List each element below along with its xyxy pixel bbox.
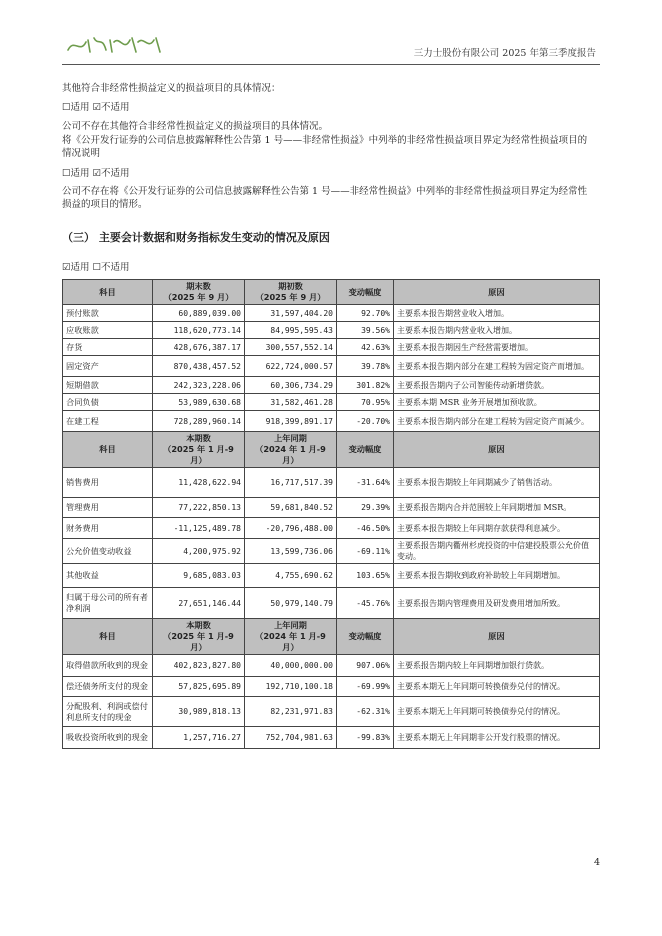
paragraph-no-other-items: 公司不存在其他符合非经常性损益定义的损益项目的具体情况。 [62, 121, 329, 132]
reason-cell: 主要系本期无上年同期可转换债券兑付的情况。 [394, 677, 600, 697]
table3-header-cell: 科目 [63, 619, 153, 655]
prior-value-cell: 622,724,000.57 [245, 356, 337, 377]
table-row [63, 377, 600, 394]
current-value-cell: 57,825,695.89 [153, 677, 245, 697]
applicable-checkbox-2: ☐适用 ☑不适用 [62, 168, 130, 179]
table3-header-row [63, 619, 600, 655]
prior-value-cell: 4,755,690.62 [245, 564, 337, 588]
reason-cell: 主要系本报告期较上年同期减少了销售活动。 [394, 468, 600, 498]
current-value-cell: 402,823,827.80 [153, 655, 245, 677]
current-value-cell: 870,438,457.52 [153, 356, 245, 377]
subject-cell: 应收账款 [63, 322, 153, 339]
current-value-cell: 77,222,850.13 [153, 498, 245, 518]
subject-cell: 管理费用 [63, 498, 153, 518]
subject-cell: 短期借款 [63, 377, 153, 394]
table-row [63, 539, 600, 564]
prior-value-cell: 82,231,971.83 [245, 697, 337, 727]
subject-cell: 财务费用 [63, 518, 153, 539]
prior-value-cell: 60,306,734.29 [245, 377, 337, 394]
reason-cell: 主要系报告期内衢州杉虎投资的中信建投股票公允价值变动。 [394, 539, 600, 564]
reason-cell: 主要系本报告期营业收入增加。 [394, 305, 600, 322]
change-rate-cell: 42.63% [337, 339, 394, 356]
table3-header-cell: 本期数 （2025 年 1 月-9 月） [153, 619, 245, 655]
subject-cell: 预付账款 [63, 305, 153, 322]
table-row [63, 677, 600, 697]
table2-header-cell: 本期数 （2025 年 1 月-9 月） [153, 432, 245, 468]
current-value-cell: 27,651,146.44 [153, 588, 245, 619]
prior-value-cell: 40,000,000.00 [245, 655, 337, 677]
table2-header-cell: 上年同期 （2024 年 1 月-9 月） [245, 432, 337, 468]
page-number: 4 [593, 857, 600, 868]
subject-cell: 存货 [63, 339, 153, 356]
subject-cell: 归属于母公司的所有者净利润 [63, 588, 153, 619]
table2-header-cell: 原因 [394, 432, 600, 468]
paragraph-other-items: 其他符合非经常性损益定义的损益项目的具体情况： [62, 83, 281, 94]
table1-header-cell: 科目 [63, 280, 153, 305]
prior-value-cell: 918,399,891.17 [245, 411, 337, 432]
company-logo [66, 32, 166, 58]
subject-cell: 销售费用 [63, 468, 153, 498]
change-rate-cell: -45.76% [337, 588, 394, 619]
current-value-cell: -11,125,489.78 [153, 518, 245, 539]
subject-cell: 吸收投资所收到的现金 [63, 727, 153, 749]
current-value-cell: 30,989,818.13 [153, 697, 245, 727]
prior-value-cell: 59,681,840.52 [245, 498, 337, 518]
table1-header-cell: 变动幅度 [337, 280, 394, 305]
table1-header-row [63, 280, 600, 305]
current-value-cell: 728,289,960.14 [153, 411, 245, 432]
change-rate-cell: 70.95% [337, 394, 394, 411]
change-rate-cell: -31.64% [337, 468, 394, 498]
subject-cell: 公允价值变动收益 [63, 539, 153, 564]
prior-value-cell: 300,557,552.14 [245, 339, 337, 356]
reason-cell: 主要系报告期内较上年同期增加银行贷款。 [394, 655, 600, 677]
reason-cell: 主要系本报告期较上年同期存款获得利息减少。 [394, 518, 600, 539]
current-value-cell: 428,676,387.17 [153, 339, 245, 356]
reason-cell: 主要系本报告期内部分在建工程转为固定资产而增加。 [394, 356, 600, 377]
change-rate-cell: -20.70% [337, 411, 394, 432]
table3-header-cell: 变动幅度 [337, 619, 394, 655]
table3-header-cell: 上年同期 （2024 年 1 月-9 月） [245, 619, 337, 655]
table-row [63, 394, 600, 411]
change-rate-cell: -69.11% [337, 539, 394, 564]
change-rate-cell: 39.56% [337, 322, 394, 339]
table-row [63, 356, 600, 377]
table2-header-row [63, 432, 600, 468]
reason-cell: 主要系本报告期因生产经营需要增加。 [394, 339, 600, 356]
current-value-cell: 9,685,083.03 [153, 564, 245, 588]
reason-cell: 主要系本报告期内营业收入增加。 [394, 322, 600, 339]
prior-value-cell: -20,796,488.00 [245, 518, 337, 539]
prior-value-cell: 31,597,404.20 [245, 305, 337, 322]
table-row [63, 564, 600, 588]
header-divider [62, 64, 600, 65]
current-value-cell: 1,257,716.27 [153, 727, 245, 749]
reason-cell: 主要系本期无上年同期非公开发行股票的情况。 [394, 727, 600, 749]
financial-changes-table [62, 279, 600, 749]
reason-cell: 主要系报告期内子公司智能传动新增贷款。 [394, 377, 600, 394]
subject-cell: 其他收益 [63, 564, 153, 588]
reason-cell: 主要系报告期内管理费用及研发费用增加所致。 [394, 588, 600, 619]
table-row [63, 322, 600, 339]
table-row [63, 518, 600, 539]
subject-cell: 固定资产 [63, 356, 153, 377]
prior-value-cell: 16,717,517.39 [245, 468, 337, 498]
applicable-checkbox-1: ☐适用 ☑不适用 [62, 102, 130, 113]
table-row [63, 697, 600, 727]
table2-header-cell: 变动幅度 [337, 432, 394, 468]
document-header-title: 三力士股份有限公司 2025 年第三季度报告 [413, 48, 596, 59]
current-value-cell: 242,323,228.06 [153, 377, 245, 394]
table1-header-cell: 期末数 （2025 年 9 月） [153, 280, 245, 305]
prior-value-cell: 50,979,140.79 [245, 588, 337, 619]
table-row [63, 498, 600, 518]
table-row [63, 411, 600, 432]
current-value-cell: 118,620,773.14 [153, 322, 245, 339]
logo-calligraphy-icon [66, 32, 166, 58]
change-rate-cell: 907.06% [337, 655, 394, 677]
change-rate-cell: -99.83% [337, 727, 394, 749]
table-row [63, 339, 600, 356]
paragraph-classification-note: 将《公开发行证券的公司信息披露解释性公告第 1 号——非经常性损益》中列举的非经常性损益项目界定为经常性损益项目的情况说明 [62, 135, 588, 159]
subject-cell: 分配股利、利润或偿付利息所支付的现金 [63, 697, 153, 727]
table3-header-cell: 原因 [394, 619, 600, 655]
table-row [63, 305, 600, 322]
paragraph-no-classification: 公司不存在将《公开发行证券的公司信息披露解释性公告第 1 号——非经常性损益》中列举的非经常性损益项目界定为经常性损益的项目的情形。 [62, 186, 588, 210]
table-row [63, 655, 600, 677]
applicable-checkbox-3: ☑适用 ☐不适用 [62, 262, 130, 273]
subject-cell: 在建工程 [63, 411, 153, 432]
subject-cell: 取得借款所收到的现金 [63, 655, 153, 677]
table1-header-cell: 原因 [394, 280, 600, 305]
prior-value-cell: 192,710,100.18 [245, 677, 337, 697]
current-value-cell: 4,200,975.92 [153, 539, 245, 564]
reason-cell: 主要系本报告期收到政府补助较上年同期增加。 [394, 564, 600, 588]
table1-header-cell: 期初数 （2025 年 9 月） [245, 280, 337, 305]
reason-cell: 主要系本期无上年同期可转换债券兑付的情况。 [394, 697, 600, 727]
change-rate-cell: -69.99% [337, 677, 394, 697]
prior-value-cell: 752,704,981.63 [245, 727, 337, 749]
change-rate-cell: 39.78% [337, 356, 394, 377]
change-rate-cell: 29.39% [337, 498, 394, 518]
change-rate-cell: 103.65% [337, 564, 394, 588]
reason-cell: 主要系本期 MSR 业务开展增加预收款。 [394, 394, 600, 411]
prior-value-cell: 13,599,736.06 [245, 539, 337, 564]
table2-header-cell: 科目 [63, 432, 153, 468]
current-value-cell: 53,989,630.68 [153, 394, 245, 411]
table-row [63, 468, 600, 498]
current-value-cell: 60,889,039.00 [153, 305, 245, 322]
reason-cell: 主要系本报告期内部分在建工程转为固定资产而减少。 [394, 411, 600, 432]
prior-value-cell: 84,995,595.43 [245, 322, 337, 339]
change-rate-cell: -46.50% [337, 518, 394, 539]
table-row [63, 588, 600, 619]
table-row [63, 727, 600, 749]
change-rate-cell: 301.82% [337, 377, 394, 394]
reason-cell: 主要系报告期内合并范围较上年同期增加 MSR。 [394, 498, 600, 518]
subject-cell: 偿还债务所支付的现金 [63, 677, 153, 697]
change-rate-cell: 92.70% [337, 305, 394, 322]
change-rate-cell: -62.31% [337, 697, 394, 727]
current-value-cell: 11,428,622.94 [153, 468, 245, 498]
section-title: （三） 主要会计数据和财务指标发生变动的情况及原因 [62, 231, 330, 244]
prior-value-cell: 31,582,461.28 [245, 394, 337, 411]
subject-cell: 合同负债 [63, 394, 153, 411]
